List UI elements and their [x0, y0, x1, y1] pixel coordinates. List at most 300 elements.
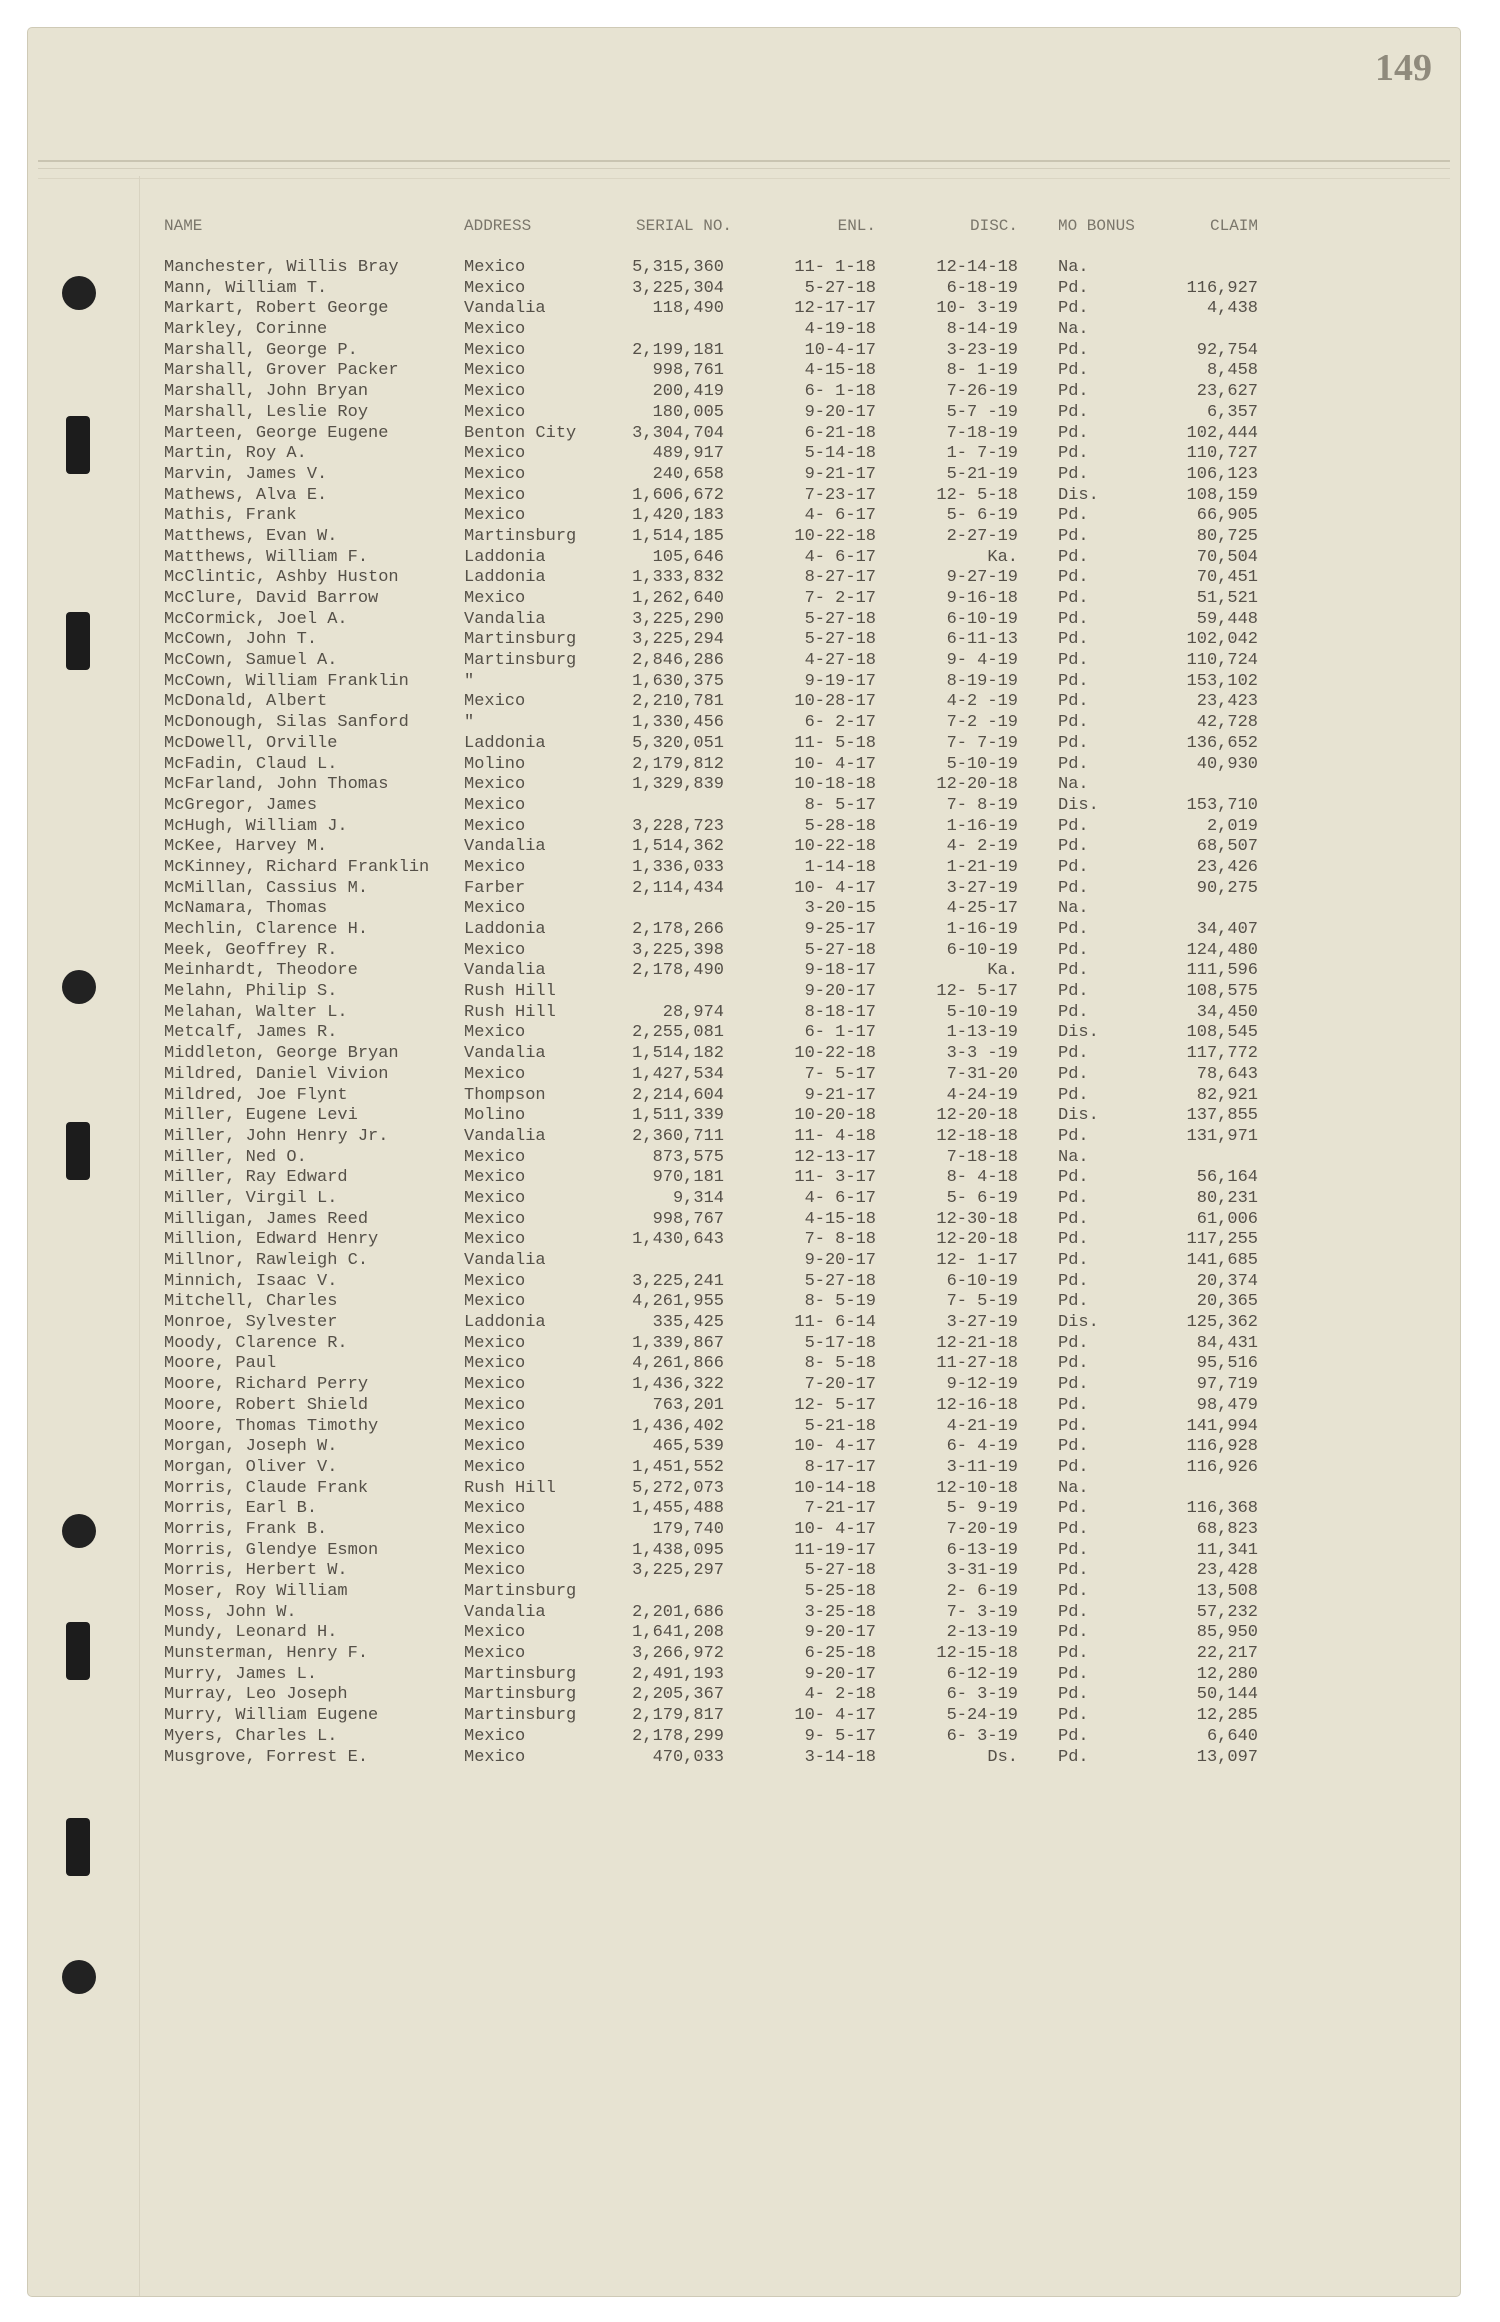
serial-cell: 1,451,552: [632, 1457, 724, 1477]
address-cell: Rush Hill: [464, 1478, 556, 1498]
header-address: ADDRESS: [464, 217, 532, 235]
table-row: [164, 755, 1284, 776]
discharged-cell: 7- 5-19: [946, 1292, 1018, 1312]
serial-cell: 763,201: [652, 1395, 724, 1415]
discharged-cell: 10- 3-19: [936, 299, 1018, 319]
header-enl: ENL.: [837, 217, 876, 235]
serial-cell: 3,225,304: [632, 278, 724, 298]
table-row: [164, 692, 1284, 713]
address-cell: Laddonia: [464, 1313, 546, 1333]
table-row: [164, 837, 1284, 858]
serial-cell: 1,511,339: [632, 1106, 724, 1126]
bonus-cell: Pd.: [1058, 816, 1089, 836]
table-row: [164, 465, 1284, 486]
table-row: [164, 1520, 1284, 1541]
table-row: [164, 1727, 1284, 1748]
serial-cell: 335,425: [652, 1313, 724, 1333]
discharged-cell: 8- 1-19: [946, 361, 1018, 381]
address-cell: Mexico: [464, 464, 526, 484]
binder-slot: [66, 416, 90, 474]
header-rule-tertiary: [38, 178, 1450, 179]
table-row: [164, 961, 1284, 982]
discharged-cell: 5- 9-19: [946, 1499, 1018, 1519]
serial-cell: 3,225,294: [632, 630, 724, 650]
discharged-cell: 2- 6-19: [946, 1582, 1018, 1601]
enlisted-cell: 1-14-18: [804, 857, 876, 877]
name-cell: Mildred, Daniel Vivion: [164, 1064, 389, 1084]
name-cell: McMillan, Cassius M.: [164, 878, 369, 898]
name-cell: Markart, Robert George: [164, 299, 389, 319]
serial-cell: 489,917: [652, 444, 724, 464]
address-cell: Mexico: [464, 692, 526, 712]
enlisted-cell: 11- 3-17: [794, 1168, 876, 1188]
discharged-cell: 6- 3-19: [946, 1726, 1018, 1746]
serial-cell: 970,181: [652, 1168, 724, 1188]
bonus-cell: Pd.: [1058, 837, 1089, 857]
table-row: [164, 1417, 1284, 1438]
enlisted-cell: 4-27-18: [804, 651, 876, 671]
claim-cell: 84,431: [1196, 1333, 1258, 1353]
address-cell: Mexico: [464, 1395, 526, 1415]
enlisted-cell: 9-20-17: [804, 982, 876, 1002]
enlisted-cell: 6- 2-17: [804, 713, 876, 733]
address-cell: Rush Hill: [464, 982, 556, 1002]
bonus-cell: Pd.: [1058, 1457, 1089, 1477]
claim-cell: 124,480: [1186, 940, 1258, 960]
name-cell: Markley, Corinne: [164, 320, 328, 340]
address-cell: Vandalia: [464, 1044, 546, 1064]
address-cell: Mexico: [464, 1333, 526, 1353]
claim-cell: 23,423: [1196, 692, 1258, 712]
serial-cell: 240,658: [652, 464, 724, 484]
claim-cell: 23,428: [1196, 1561, 1258, 1581]
bonus-cell: Pd.: [1058, 940, 1089, 960]
enlisted-cell: 10- 4-17: [794, 878, 876, 898]
address-cell: Mexico: [464, 1623, 526, 1643]
serial-cell: 2,255,081: [632, 1023, 724, 1043]
table-row: [164, 1458, 1284, 1479]
address-cell: Laddonia: [464, 547, 546, 567]
name-cell: McCown, Samuel A.: [164, 651, 338, 671]
address-cell: Mexico: [464, 1209, 526, 1229]
binder-slot: [66, 612, 90, 670]
discharged-cell: 3-11-19: [946, 1457, 1018, 1477]
enlisted-cell: 12- 5-17: [794, 1395, 876, 1415]
name-cell: McCormick, Joel A.: [164, 609, 348, 629]
name-cell: Morris, Glendye Esmon: [164, 1540, 379, 1560]
name-cell: Meinhardt, Theodore: [164, 961, 358, 981]
claim-cell: 56,164: [1196, 1168, 1258, 1188]
table-row: [164, 279, 1284, 300]
binder-slot: [66, 1818, 90, 1876]
address-cell: Mexico: [464, 1188, 526, 1208]
address-cell: Mexico: [464, 795, 526, 815]
name-cell: McKee, Harvey M.: [164, 837, 328, 857]
header-name: NAME: [164, 217, 203, 235]
address-cell: Mexico: [464, 1747, 526, 1767]
bonus-cell: Pd.: [1058, 1230, 1089, 1250]
bonus-cell: Pd.: [1058, 692, 1089, 712]
claim-cell: 97,719: [1196, 1375, 1258, 1395]
claim-cell: 117,255: [1186, 1230, 1258, 1250]
claim-cell: 34,450: [1196, 1002, 1258, 1022]
bonus-cell: Pd.: [1058, 754, 1089, 774]
discharged-cell: 6-10-19: [946, 609, 1018, 629]
bonus-cell: Pd.: [1058, 1271, 1089, 1291]
serial-cell: 3,225,297: [632, 1561, 724, 1581]
address-cell: Martinsburg: [464, 1582, 577, 1601]
table-row: [164, 1354, 1284, 1375]
address-cell: Mexico: [464, 1375, 526, 1395]
name-cell: Middleton, George Bryan: [164, 1044, 399, 1064]
name-cell: Mitchell, Charles: [164, 1292, 338, 1312]
name-cell: McClintic, Ashby Huston: [164, 568, 399, 588]
bonus-cell: Na.: [1058, 1147, 1089, 1167]
name-cell: McDowell, Orville: [164, 733, 338, 753]
bonus-cell: Pd.: [1058, 1395, 1089, 1415]
header-serial: SERIAL NO.: [636, 217, 733, 235]
serial-cell: 3,304,704: [632, 423, 724, 443]
discharged-cell: 6-12-19: [946, 1664, 1018, 1684]
bonus-cell: Pd.: [1058, 1354, 1089, 1374]
enlisted-cell: 10-28-17: [794, 692, 876, 712]
address-cell: Laddonia: [464, 920, 546, 939]
enlisted-cell: 7-23-17: [804, 485, 876, 505]
claim-cell: 137,855: [1186, 1106, 1258, 1126]
discharged-cell: 12-10-18: [936, 1478, 1018, 1498]
name-cell: Minnich, Isaac V.: [164, 1271, 338, 1291]
enlisted-cell: 4- 2-18: [804, 1685, 876, 1705]
claim-cell: 141,685: [1186, 1251, 1258, 1270]
serial-cell: 2,199,181: [632, 340, 724, 360]
discharged-cell: 7- 3-19: [946, 1602, 1018, 1622]
table-row: [164, 1748, 1284, 1769]
bonus-cell: Pd.: [1058, 609, 1089, 629]
discharged-cell: 5-10-19: [946, 754, 1018, 774]
claim-cell: 50,144: [1196, 1685, 1258, 1705]
name-cell: McKinney, Richard Franklin: [164, 857, 430, 877]
discharged-cell: 3-23-19: [946, 340, 1018, 360]
bonus-cell: Pd.: [1058, 568, 1089, 588]
table-row: [164, 941, 1284, 962]
table-row: [164, 1396, 1284, 1417]
discharged-cell: 12-21-18: [936, 1333, 1018, 1353]
enlisted-cell: 4- 6-17: [804, 1188, 876, 1208]
address-cell: Mexico: [464, 1519, 526, 1539]
enlisted-cell: 11-19-17: [794, 1540, 876, 1560]
enlisted-cell: 10-22-18: [794, 837, 876, 857]
name-cell: Morris, Herbert W.: [164, 1561, 348, 1581]
address-cell: Vandalia: [464, 1251, 546, 1270]
bonus-cell: Pd.: [1058, 1623, 1089, 1643]
bonus-cell: Pd.: [1058, 1188, 1089, 1208]
address-cell: Mexico: [464, 278, 526, 298]
name-cell: Musgrove, Forrest E.: [164, 1747, 369, 1767]
name-cell: Milligan, James Reed: [164, 1209, 369, 1229]
bonus-cell: Pd.: [1058, 1499, 1089, 1519]
table-row: [164, 1189, 1284, 1210]
enlisted-cell: 10- 4-17: [794, 1519, 876, 1539]
enlisted-cell: 6-21-18: [804, 423, 876, 443]
bonus-cell: Pd.: [1058, 1375, 1089, 1395]
margin-line: [139, 176, 140, 2296]
enlisted-cell: 5-27-18: [804, 1561, 876, 1581]
table-row: [164, 1272, 1284, 1293]
address-cell: Martinsburg: [464, 1685, 577, 1705]
serial-cell: 9,314: [672, 1188, 724, 1208]
discharged-cell: 1-21-19: [946, 857, 1018, 877]
claim-cell: 116,927: [1186, 278, 1258, 298]
name-cell: Marshall, Grover Packer: [164, 361, 399, 381]
claim-cell: 95,516: [1196, 1354, 1258, 1374]
bonus-cell: Pd.: [1058, 526, 1089, 546]
address-cell: Mexico: [464, 816, 526, 836]
table-row: [164, 506, 1284, 527]
bonus-cell: Na.: [1058, 320, 1089, 340]
address-cell: Mexico: [464, 1064, 526, 1084]
enlisted-cell: 7- 2-17: [804, 589, 876, 608]
table-row: [164, 982, 1284, 1003]
name-cell: McDonald, Albert: [164, 692, 328, 712]
enlisted-cell: 9-21-17: [804, 1085, 876, 1105]
table-row: [164, 1210, 1284, 1231]
claim-cell: 106,123: [1186, 464, 1258, 484]
name-cell: Miller, Ray Edward: [164, 1168, 348, 1188]
name-cell: Million, Edward Henry: [164, 1230, 379, 1250]
enlisted-cell: 9-20-17: [804, 1623, 876, 1643]
enlisted-cell: 11- 5-18: [794, 733, 876, 753]
discharged-cell: 7-31-20: [946, 1064, 1018, 1084]
discharged-cell: 6-18-19: [946, 278, 1018, 298]
claim-cell: 78,643: [1196, 1064, 1258, 1084]
name-cell: Morgan, Oliver V.: [164, 1457, 338, 1477]
name-cell: Matthews, William F.: [164, 547, 369, 567]
bonus-cell: Pd.: [1058, 278, 1089, 298]
bonus-cell: Pd.: [1058, 1333, 1089, 1353]
table-row: [164, 1065, 1284, 1086]
enlisted-cell: 10- 4-17: [794, 1437, 876, 1457]
address-cell: Thompson: [464, 1085, 546, 1105]
binder-slot: [66, 1622, 90, 1680]
table-row: [164, 589, 1284, 610]
discharged-cell: 12-20-18: [936, 1106, 1018, 1126]
bonus-cell: Dis.: [1058, 1106, 1099, 1126]
enlisted-cell: 10- 4-17: [794, 754, 876, 774]
claim-cell: 85,950: [1196, 1623, 1258, 1643]
name-cell: Millnor, Rawleigh C.: [164, 1251, 369, 1270]
claim-cell: 68,823: [1196, 1519, 1258, 1539]
discharged-cell: 8-14-19: [946, 320, 1018, 340]
address-cell: Mexico: [464, 1644, 526, 1664]
enlisted-cell: 7-21-17: [804, 1499, 876, 1519]
claim-cell: 23,426: [1196, 857, 1258, 877]
table-row: [164, 610, 1284, 631]
enlisted-cell: 9-18-17: [804, 961, 876, 981]
address-cell: Laddonia: [464, 568, 546, 588]
table-row: [164, 486, 1284, 507]
discharged-cell: 2-13-19: [946, 1623, 1018, 1643]
address-cell: Vandalia: [464, 837, 546, 857]
enlisted-cell: 7-20-17: [804, 1375, 876, 1395]
claim-cell: 8,458: [1206, 361, 1258, 381]
bonus-cell: Dis.: [1058, 795, 1099, 815]
serial-cell: 998,767: [652, 1209, 724, 1229]
bonus-cell: Pd.: [1058, 1064, 1089, 1084]
serial-cell: 2,205,367: [632, 1685, 724, 1705]
address-cell: Mexico: [464, 940, 526, 960]
bonus-cell: Pd.: [1058, 713, 1089, 733]
serial-cell: 1,514,362: [632, 837, 724, 857]
address-cell: Martinsburg: [464, 651, 577, 671]
serial-cell: 2,114,434: [632, 878, 724, 898]
table-row: [164, 1003, 1284, 1024]
bonus-cell: Pd.: [1058, 1602, 1089, 1622]
discharged-cell: 9-12-19: [946, 1375, 1018, 1395]
claim-cell: 141,994: [1186, 1416, 1258, 1436]
name-cell: McFarland, John Thomas: [164, 775, 389, 795]
serial-cell: 2,178,299: [632, 1726, 724, 1746]
name-cell: Morris, Claude Frank: [164, 1478, 369, 1498]
address-cell: Mexico: [464, 1168, 526, 1188]
address-cell: Mexico: [464, 1023, 526, 1043]
name-cell: Moss, John W.: [164, 1602, 297, 1622]
discharged-cell: 9-27-19: [946, 568, 1018, 588]
table-row: [164, 1644, 1284, 1665]
serial-cell: 1,333,832: [632, 568, 724, 588]
address-cell: Vandalia: [464, 961, 546, 981]
name-cell: Martin, Roy A.: [164, 444, 307, 464]
claim-cell: 11,341: [1196, 1540, 1258, 1560]
serial-cell: 465,539: [652, 1437, 724, 1457]
address-cell: ": [464, 713, 475, 733]
claim-cell: 20,365: [1196, 1292, 1258, 1312]
serial-cell: 3,225,290: [632, 609, 724, 629]
address-cell: Mexico: [464, 361, 526, 381]
discharged-cell: 4-2 -19: [946, 692, 1018, 712]
name-cell: Mechlin, Clarence H.: [164, 920, 369, 939]
table-row: [164, 1334, 1284, 1355]
claim-cell: 42,728: [1196, 713, 1258, 733]
claim-cell: 102,042: [1186, 630, 1258, 650]
claim-cell: 51,521: [1196, 589, 1258, 608]
discharged-cell: 12- 5-18: [936, 485, 1018, 505]
serial-cell: [614, 1582, 724, 1603]
claim-cell: 116,928: [1186, 1437, 1258, 1457]
name-cell: McHugh, William J.: [164, 816, 348, 836]
claim-cell: 153,710: [1186, 795, 1258, 815]
serial-cell: 2,846,286: [632, 651, 724, 671]
claim-cell: [1118, 775, 1258, 796]
name-cell: Miller, John Henry Jr.: [164, 1126, 389, 1146]
serial-cell: 1,514,185: [632, 526, 724, 546]
serial-cell: 118,490: [652, 299, 724, 319]
serial-cell: 1,514,182: [632, 1044, 724, 1064]
address-cell: Mexico: [464, 589, 526, 608]
discharged-cell: 5-7 -19: [946, 402, 1018, 422]
table-row: [164, 1106, 1284, 1127]
bonus-cell: Pd.: [1058, 1519, 1089, 1539]
claim-cell: 22,217: [1196, 1644, 1258, 1664]
discharged-cell: 7-20-19: [946, 1519, 1018, 1539]
name-cell: Marshall, John Bryan: [164, 382, 369, 402]
bonus-cell: Pd.: [1058, 1664, 1089, 1684]
serial-cell: 1,336,033: [632, 857, 724, 877]
discharged-cell: 12-20-18: [936, 1230, 1018, 1250]
bonus-cell: Pd.: [1058, 464, 1089, 484]
discharged-cell: 12- 1-17: [936, 1251, 1018, 1270]
claim-cell: 80,231: [1196, 1188, 1258, 1208]
header-bonus: MO BONUS: [1058, 217, 1135, 235]
discharged-cell: 9- 4-19: [946, 651, 1018, 671]
serial-cell: [614, 899, 724, 920]
header-rule-secondary: [38, 168, 1450, 169]
enlisted-cell: 5-27-18: [804, 278, 876, 298]
address-cell: Benton City: [464, 423, 577, 443]
enlisted-cell: 8- 5-19: [804, 1292, 876, 1312]
table-row: [164, 1148, 1284, 1169]
table-row: [164, 734, 1284, 755]
enlisted-cell: 10-14-18: [794, 1478, 876, 1498]
address-cell: Martinsburg: [464, 630, 577, 650]
name-cell: Metcalf, James R.: [164, 1023, 338, 1043]
address-cell: Molino: [464, 1106, 526, 1126]
ledger-page: [28, 28, 1460, 2296]
enlisted-cell: 4-19-18: [804, 320, 876, 340]
serial-cell: 5,320,051: [632, 733, 724, 753]
bonus-cell: Pd.: [1058, 402, 1089, 422]
claim-cell: 13,508: [1196, 1582, 1258, 1601]
claim-cell: 108,575: [1186, 982, 1258, 1002]
bonus-cell: Pd.: [1058, 1540, 1089, 1560]
enlisted-cell: 5-28-18: [804, 816, 876, 836]
serial-cell: 5,315,360: [632, 258, 724, 277]
serial-cell: 1,430,643: [632, 1230, 724, 1250]
discharged-cell: 8-19-19: [946, 671, 1018, 691]
address-cell: Mexico: [464, 1230, 526, 1250]
discharged-cell: 5- 6-19: [946, 506, 1018, 526]
name-cell: Moody, Clarence R.: [164, 1333, 348, 1353]
address-cell: Mexico: [464, 1354, 526, 1374]
serial-cell: 179,740: [652, 1519, 724, 1539]
ledger-table: [164, 212, 1284, 1768]
bonus-cell: Pd.: [1058, 299, 1089, 319]
claim-cell: 111,596: [1186, 961, 1258, 981]
table-row: [164, 258, 1284, 279]
enlisted-cell: 9-19-17: [804, 671, 876, 691]
claim-cell: 20,374: [1196, 1271, 1258, 1291]
table-row: [164, 630, 1284, 651]
enlisted-cell: 10-18-18: [794, 775, 876, 795]
name-cell: Melahan, Walter L.: [164, 1002, 348, 1022]
page-number: 149: [1375, 47, 1432, 89]
bonus-cell: Na.: [1058, 775, 1089, 795]
table-row: [164, 1230, 1284, 1251]
address-cell: Mexico: [464, 1271, 526, 1291]
serial-cell: 2,178,490: [632, 961, 724, 981]
address-cell: Mexico: [464, 382, 526, 402]
claim-cell: 70,504: [1196, 547, 1258, 567]
bonus-cell: Pd.: [1058, 982, 1089, 1002]
claim-cell: 136,652: [1186, 733, 1258, 753]
table-row: [164, 1623, 1284, 1644]
discharged-cell: 12-30-18: [936, 1209, 1018, 1229]
enlisted-cell: 9- 5-17: [804, 1726, 876, 1746]
address-cell: Mexico: [464, 1499, 526, 1519]
table-row: [164, 1127, 1284, 1148]
table-row: [164, 651, 1284, 672]
name-cell: Morris, Earl B.: [164, 1499, 318, 1519]
table-row: [164, 568, 1284, 589]
